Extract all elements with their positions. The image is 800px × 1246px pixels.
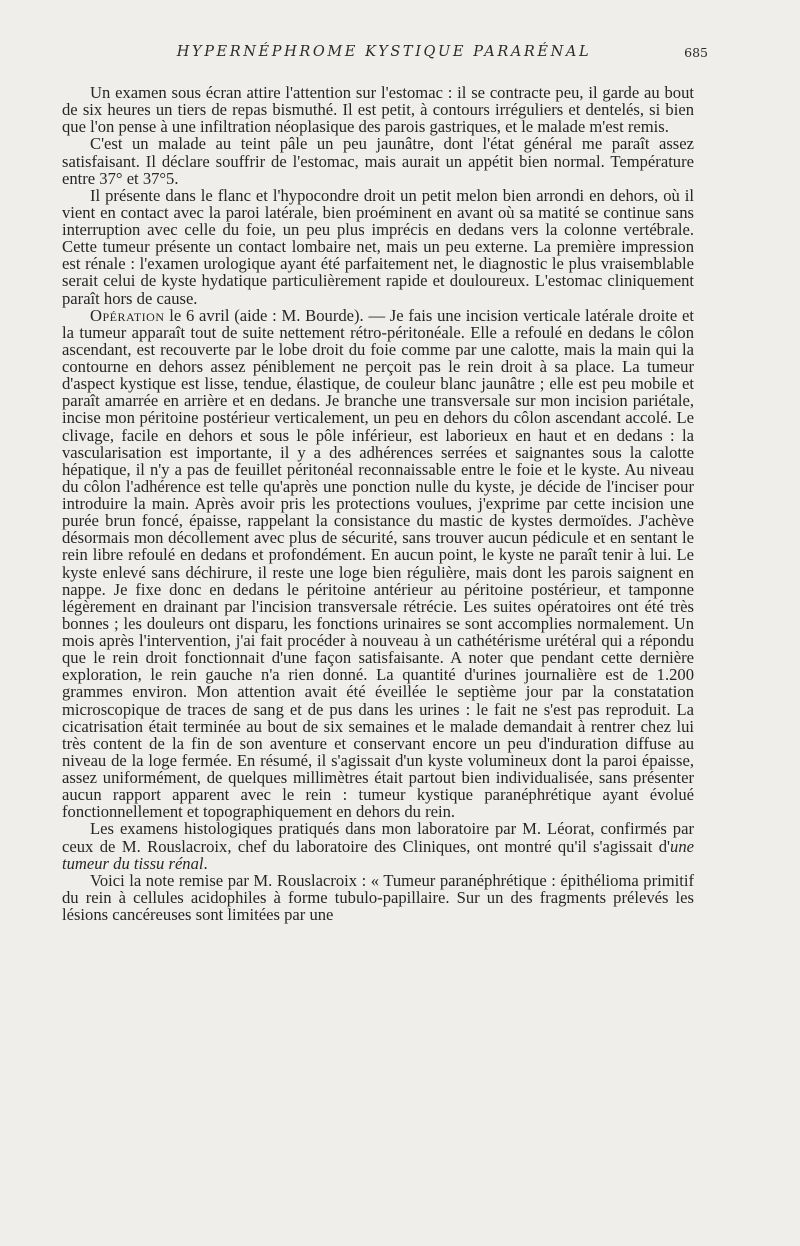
paragraph-barium-exam: Un examen sous écran attire l'attention sur l'estomac : il se contracte peu, il garde au bout de six heures un tiers de repas bismuthé. Il est petit, à contours irréguliers et dentelés, si bien que l'on pense à une infiltration néoplasique des parois gastriques, et le malade m'est remis. [62, 83, 694, 137]
page-number: 685 [684, 45, 708, 60]
paragraph-lab-note: Voici la note remise par M. Rouslacroix : « Tumeur paranéphrétique : épithélioma primitif du rein à cellules acidophiles à forme tubulo-papillaire. Sur un des fragments prélevés les lésions cancéreuses sont limitées par une [62, 870, 694, 924]
paragraph-histology [62, 820, 694, 871]
body-text [62, 84, 694, 923]
histology-text: Les examens histologiques pratiqués dans mon laboratoire par M. Léorat, confirmés par ceux de M. Rouslacroix, chef du laboratoire des Cliniques, ont montré qu'il s'agissait d' [62, 819, 694, 856]
running-title: HYPERNÉPHROME KYSTIQUE PARARÉNAL [176, 44, 592, 60]
operation-text: le 6 avril (aide : M. Bourde). — Je fais une incision verticale latérale droite et la tumeur apparaît tout de suite nettement rétro-péritonéale. Elle a refoulé en dedans le côlon ascendant, est recouverte par le lobe droit du foie comme par une calotte, mais la main qui la contourne en dehors assez péniblement ne perçoit pas le rein droit à sa place. La tumeur d'aspect kystique est lisse, tendue, élastique, de couleur blanc jaunâtre ; elle est peu mobile et paraît amarrée en arrière et en dedans. Je branche une transversale sur mon incision pariétale, incise mon péritoine postérieur verticalement, un peu en dehors du côlon ascendant accolé. Le clivage, facile en dehors et sous le pôle inférieur, est laborieux en haut et en dedans : la vascularisation est importante, il y a des adhérences serrées et saignantes sous la calotte hépatique, il n'y a pas de feuillet péritonéal reconnaissable entre le foie et le kyste. Au niveau du côlon l'adhérence est telle qu'après une ponction nulle du kyste, je décide de l'inciser pour introduire la main. Après avoir pris les protections voulues, j'exprime par cette incision une purée brun foncé, épaisse, rappelant la consistance du mastic de kystes dermoïdes. J'achève désormais mon décollement avec plus de sécurité, sans trouver aucun pédicule et en sentant le rein libre refoulé en dedans et profondément. En aucun point, le kyste ne paraît tenir à lui. Le kyste enlevé sans déchirure, il reste une loge bien régulière, mais dont les parois saignent en nappe. Je fixe donc en dedans le péritoine antérieur au péritoine postérieur, et tamponne légèrement en drainant par l'incision transversale rétrécie. Les suites opératoires ont été très bonnes ; les douleurs ont disparu, les fonctions urinaires se sont accomplies normalement. Un mois après l'intervention, j'ai fait procéder à nouveau à un cathétérisme urétéral qui a répondu que le rein droit fonctionnait d'une façon satisfaisante. A noter que pendant cette dernière exploration, le rein gauche n'a rien donné. La quantité d'urines journalière est de 1.200 grammes environ. Mon attention avait été éveillée le septième jour par la constatation microscopique de traces de sang et de pus dans les urines : le fait ne s'est pas reproduit. La cicatrisation était terminée au bout de six semaines et le malade demandait à rentrer chez lui très content de la fin de son aventure et conservant encore un peu d'induration diffuse au niveau de la loge fermée. En résumé, il s'agissait d'un kyste volumineux dont la paroi épaisse, assez uniformément, de quelques millimètres était partout bien individualisée, sans présenter aucun rapport apparent avec le rein : tumeur kystique paranéphrétique ayant évolué fonctionnellement et topographiquement en dehors du rein. [62, 305, 694, 822]
paragraph-operation [62, 307, 694, 821]
histology-italic: une tumeur du tissu rénal [62, 836, 694, 873]
histology-end: . [203, 853, 208, 873]
paragraph-patient-state: C'est un malade au teint pâle un peu jaunâtre, dont l'état général me paraît assez satisfaisant. Il déclare souffrir de l'estomac, mais aurait un appétit bien normal. Température entre 37° et 37°5. [62, 134, 694, 188]
operation-label: Opération [90, 305, 165, 325]
paragraph-clinical-findings: Il présente dans le flanc et l'hypocondre droit un petit melon bien arrondi en dehors, où il vient en contact avec la paroi latérale, bien proéminent en avant où sa matité se continue sans interruption avec celle du foie, un peu plus imprécis en dedans vers la colonne vertébrale. Cette tumeur présente un contact lombaire net, mais un peu externe. La première impression est rénale : l'examen urologique ayant été parfaitement net, le diagnostic le plus vraisemblable serait celui de kyste hydatique particulièrement rapide et douloureux. L'estomac cliniquement paraît hors de cause. [62, 185, 694, 308]
running-header [64, 44, 708, 64]
